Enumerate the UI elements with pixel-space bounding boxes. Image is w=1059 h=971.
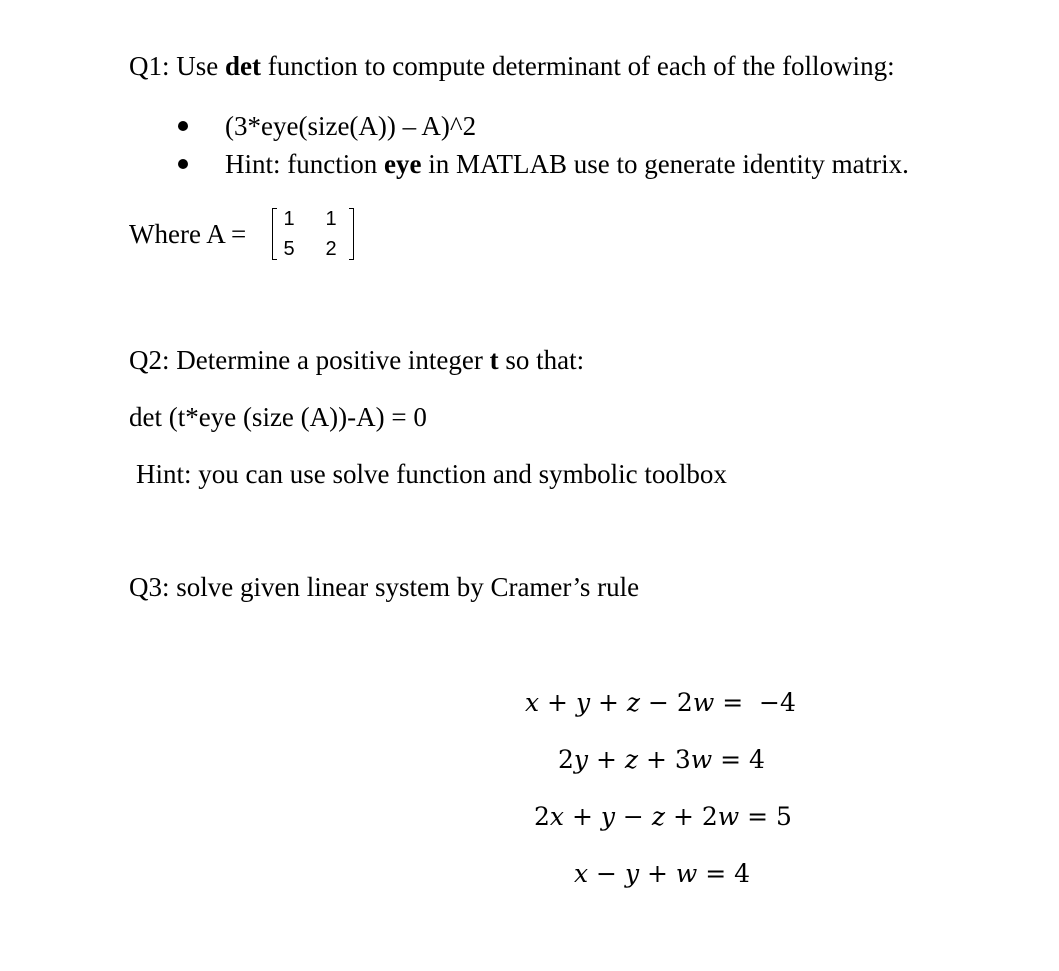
left-bracket: [272, 208, 277, 260]
matrix-cell: 5: [283, 238, 295, 260]
right-bracket: [349, 208, 354, 260]
matrix-cell: 1: [283, 208, 295, 230]
q1-bullet-1: (3*eye(size(A)) – A)^2: [225, 111, 477, 141]
q2-heading: Q2: Determine a positive integer t so that:: [129, 345, 585, 375]
bullet-dot: [178, 159, 188, 169]
matrix-cell: 2: [325, 238, 337, 260]
q2-hint: Hint: you can use solve function and symbolic toolbox: [136, 459, 727, 489]
where-label: Where A =: [129, 219, 247, 249]
equation-2: 2y + z + 3w = 4: [558, 745, 765, 774]
q3-heading: Q3: solve given linear system by Cramer’s rule: [129, 572, 640, 602]
q1-bullet-2: Hint: function eye in MATLAB use to generate identity matrix.: [225, 149, 909, 179]
matrix-cell: 1: [325, 208, 337, 230]
equation-3: 2x + y − z + 2w = 5: [534, 802, 792, 831]
q2-expression: det (t*eye (size (A))-A) = 0: [129, 402, 427, 432]
equation-1: x + y + z − 2w = −4: [525, 688, 796, 717]
bullet-dot: [178, 121, 188, 131]
equation-4: x − y + w = 4: [574, 859, 751, 888]
matrix-a: [272, 206, 354, 262]
q1-heading: Q1: Use det function to compute determinant of each of the following:: [129, 51, 895, 81]
